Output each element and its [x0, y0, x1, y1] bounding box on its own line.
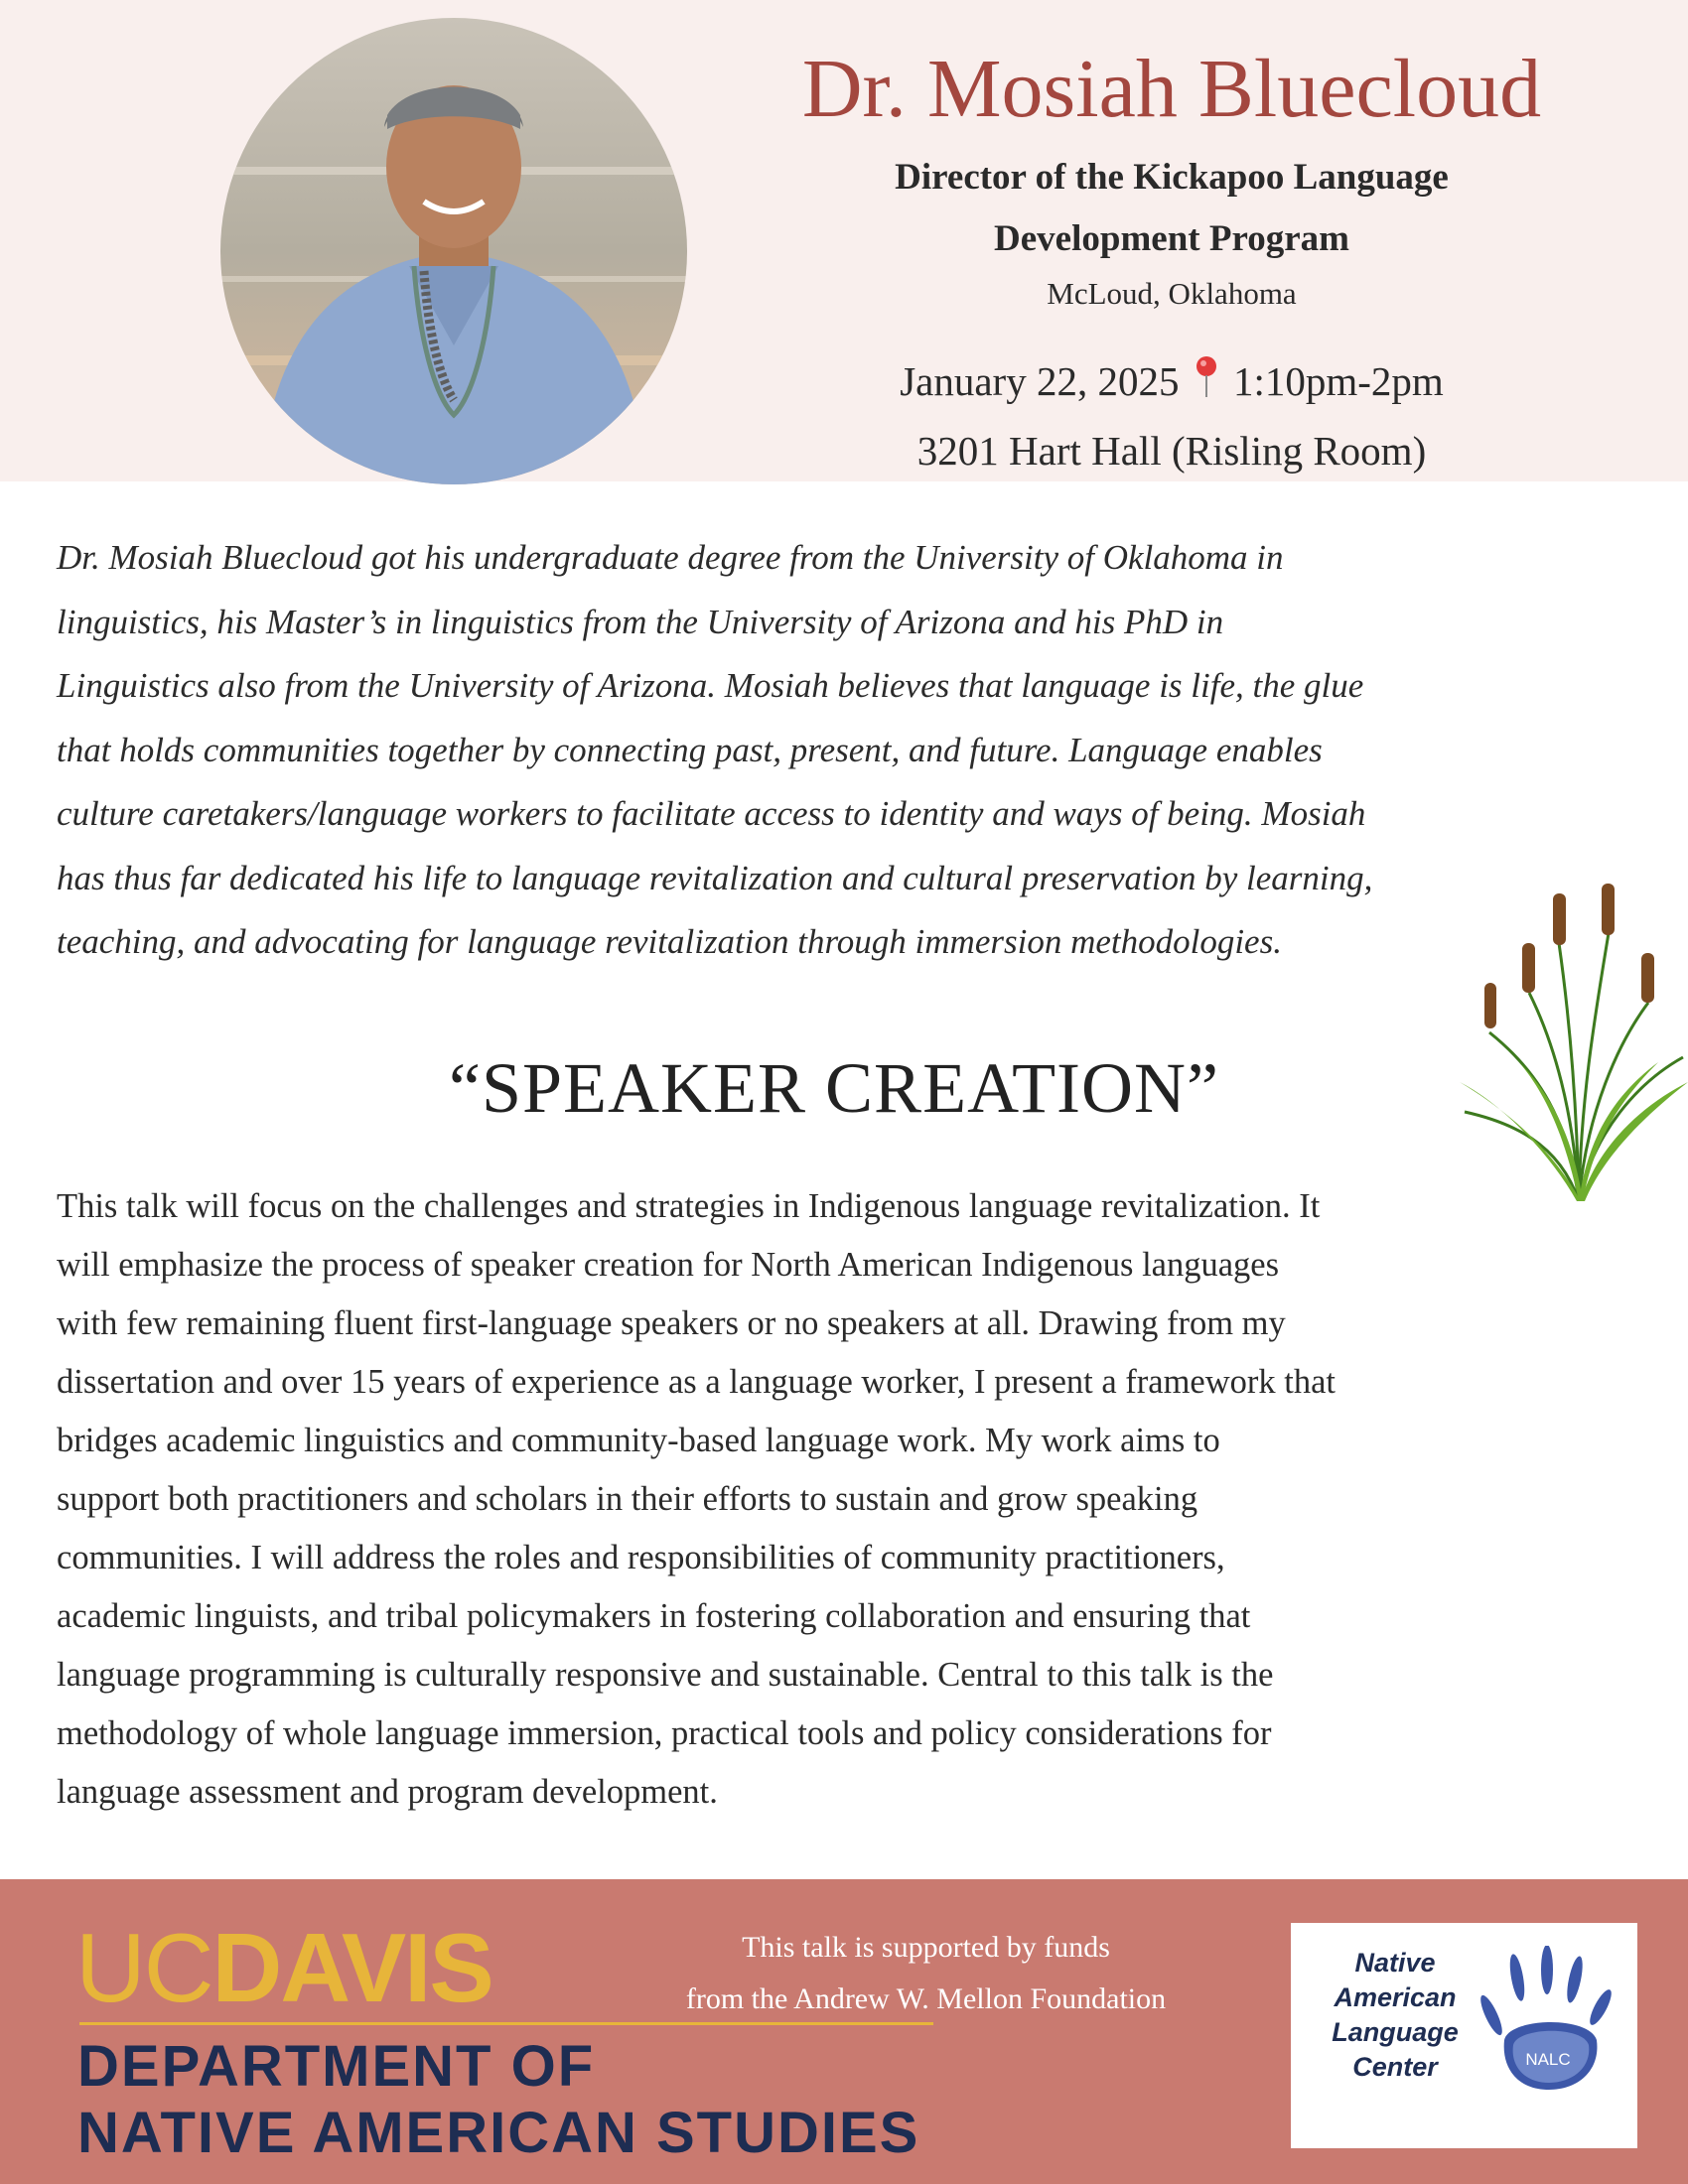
event-datetime [715, 355, 1628, 409]
speaker-photo [220, 18, 687, 484]
abstract-line: communities. I will address the roles and responsibilities of community practitioners, [57, 1539, 1225, 1576]
funding-line: from the Andrew W. Mellon Foundation [685, 1982, 1167, 2015]
bio-line: Linguistics also from the University of Arizona. Mosiah believes that language is life, the glue [57, 666, 1364, 705]
abstract-line: language assessment and program development. [57, 1773, 718, 1811]
nalc-line: American [1334, 1982, 1457, 2012]
speaker-bio [57, 526, 1526, 975]
nalc-logo-text [1321, 1946, 1470, 2085]
talk-abstract [57, 1177, 1566, 1822]
abstract-line: language programming is culturally responsive and sustainable. Central to this talk is the [57, 1656, 1274, 1694]
map-pin-icon [1196, 355, 1217, 409]
bio-line: culture caretakers/language workers to facilitate access to identity and ways of being. Mosiah [57, 794, 1366, 833]
bio-line: that holds communities together by connecting past, present, and future. Language enables [57, 730, 1323, 769]
hand-logo-icon [1470, 1946, 1618, 2099]
abstract-line: methodology of whole language immersion, practical tools and policy considerations for [57, 1714, 1272, 1752]
talk-title: “SPEAKER CREATION” [449, 1048, 1219, 1128]
ucdavis-logo-davis: DAVIS [211, 1913, 492, 2022]
ucdavis-logo-uc: UC [75, 1913, 212, 2022]
speaker-title [715, 147, 1628, 270]
department-name-line2: NATIVE AMERICAN STUDIES [77, 2101, 920, 2165]
funding-note [556, 1922, 1296, 2025]
funding-line: This talk is supported by funds [742, 1931, 1110, 1964]
speaker-name: Dr. Mosiah Bluecloud [801, 43, 1542, 135]
bio-line: teaching, and advocating for language revitalization through immersion methodologies. [57, 922, 1282, 961]
nalc-line: Center [1352, 2052, 1438, 2082]
abstract-line: will emphasize the process of speaker creation for North American Indigenous languages [57, 1246, 1280, 1284]
bio-line: has thus far dedicated his life to language revitalization and cultural preservation by learning, [57, 858, 1373, 897]
abstract-line: dissertation and over 15 years of experience as a language worker, I present a framework that [57, 1363, 1336, 1401]
bio-line: linguistics, his Master’s in linguistics from the University of Arizona and his PhD in [57, 602, 1224, 641]
ucdavis-logo [75, 1913, 492, 2022]
speaker-title-line2: Development Program [994, 218, 1349, 259]
speaker-location: McLoud, Oklahoma [1047, 276, 1297, 311]
bio-line: Dr. Mosiah Bluecloud got his undergraduate degree from the University of Oklahoma in [57, 538, 1284, 577]
cattail-illustration [1460, 884, 1688, 1205]
nalc-line: Native [1354, 1948, 1436, 1978]
department-name-line1: DEPARTMENT OF [77, 2034, 596, 2099]
abstract-line: academic linguists, and tribal policymakers in fostering collaboration and ensuring that [57, 1597, 1251, 1635]
abstract-line: with few remaining fluent first-language speakers or no speakers at all. Drawing from my [57, 1304, 1286, 1342]
event-room: 3201 Hart Hall (Risling Room) [916, 428, 1427, 474]
event-date: January 22, 2025 [900, 358, 1180, 404]
event-time: 1:10pm-2pm [1232, 358, 1444, 404]
nalc-abbreviation: NALC [1525, 2050, 1571, 2069]
abstract-line: support both practitioners and scholars in their efforts to sustain and grow speaking [57, 1480, 1198, 1518]
abstract-line: bridges academic linguistics and community-based language work. My work aims to [57, 1422, 1220, 1459]
abstract-line: This talk will focus on the challenges and strategies in Indigenous language revitalization. It [57, 1187, 1321, 1225]
speaker-title-line1: Director of the Kickapoo Language [895, 157, 1449, 198]
nalc-line: Language [1332, 2017, 1459, 2047]
